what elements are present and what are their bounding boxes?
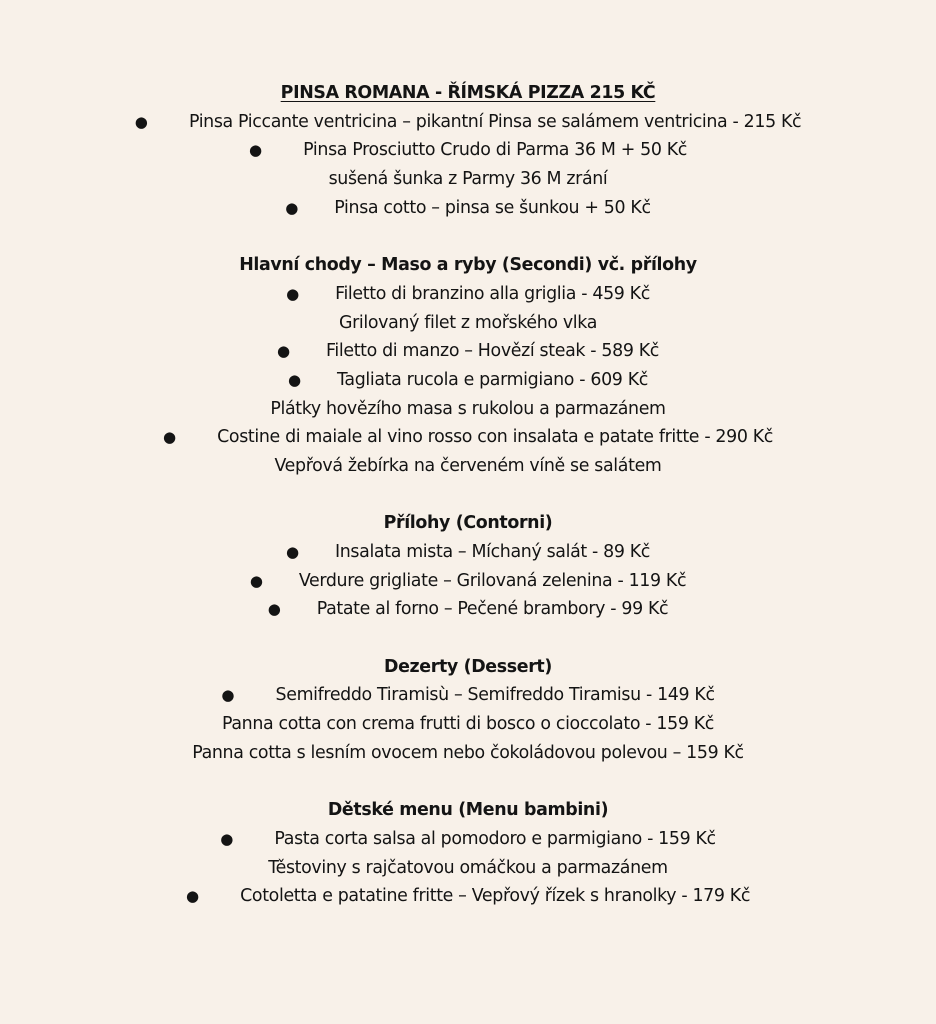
menu-item-text: Pinsa cotto – pinsa se šunkou + 50 Kč: [334, 197, 651, 218]
menu-item-verdure: [0, 567, 936, 596]
section-spacer: [0, 768, 936, 797]
menu-item-filetto-manzo: [0, 337, 936, 366]
menu-item-text: Filetto di branzino alla griglia - 459 Kč: [335, 283, 650, 304]
menu-item-text: Pinsa Prosciutto Crudo di Parma 36 M + 50 Kč: [303, 140, 688, 161]
menu-item-text: Semifreddo Tiramisù – Semifreddo Tiramisu - 149 Kč: [275, 685, 715, 706]
menu-item-description: Vepřová žebírka na červeném víně se salátem: [274, 455, 662, 476]
bullet-icon: ●: [185, 887, 199, 906]
menu-item-text: Tagliata rucola e parmigiano - 609 Kč: [337, 369, 648, 390]
menu-item-text: Patate al forno – Pečené brambory - 99 Kč: [316, 599, 669, 620]
menu-item-description: Těstoviny s rajčatovou omáčkou a parmazánem: [268, 857, 668, 878]
section-heading-sides: Přílohy (Contorni): [383, 513, 553, 534]
menu-item-semifreddo: [0, 681, 936, 710]
menu-item-description: Grilovaný filet z mořského vlka: [338, 312, 598, 333]
bullet-icon: ●: [288, 370, 301, 389]
section-spacer: [0, 481, 936, 510]
menu-document: [0, 79, 936, 911]
section-heading-mains: Hlavní chody – Maso a ryby (Secondi) vč. přílohy: [239, 255, 697, 276]
menu-item-branzino: [0, 280, 936, 309]
bullet-icon: ●: [267, 600, 281, 619]
bullet-icon: ●: [134, 112, 148, 131]
menu-item-text: Verdure grigliate – Grilovaná zelenina - 119 Kč: [298, 570, 687, 591]
menu-item-description: sušená šunka z Parmy 36 M zrání: [328, 169, 608, 190]
menu-item-text: Insalata mista – Míchaný salát - 89 Kč: [334, 542, 651, 562]
section-heading-pinsa: PINSA ROMANA - ŘÍMSKÁ PIZZA 215 KČ: [280, 83, 656, 103]
bullet-icon: ●: [277, 342, 290, 361]
menu-item-description: Plátky hovězího masa s rukolou a parmazánem: [270, 398, 666, 419]
menu-item-text: Costine di maiale al vino rosso con insalata e patate fritte - 290 Kč: [217, 427, 774, 448]
bullet-icon: ●: [285, 198, 299, 217]
bullet-icon: ●: [249, 571, 263, 590]
menu-item-pinsa-cotto: [0, 194, 936, 223]
menu-item-cotoletta: [0, 882, 936, 911]
menu-item-insalata: [0, 538, 936, 567]
menu-item-tagliata: [0, 366, 936, 395]
section-spacer: [0, 624, 936, 653]
menu-item-panna-cotta-it: Panna cotta con crema frutti di bosco o cioccolato - 159 Kč: [222, 714, 714, 735]
menu-item-patate: [0, 595, 936, 624]
bullet-icon: ●: [285, 543, 299, 561]
menu-item-text: Cotoletta e patatine fritte – Vepřový řízek s hranolky - 179 Kč: [240, 886, 751, 907]
menu-item-panna-cotta-cz: Panna cotta s lesním ovocem nebo čokoládovou polevou – 159 Kč: [192, 742, 744, 763]
section-heading-kids: Dětské menu (Menu bambini): [327, 800, 609, 821]
bullet-icon: ●: [220, 829, 233, 848]
section-spacer: [0, 222, 936, 251]
menu-item-text: Filetto di manzo – Hovězí steak - 589 Kč: [326, 341, 659, 362]
menu-item-costine: [0, 423, 936, 452]
menu-item-pinsa-piccante: [0, 108, 936, 137]
bullet-icon: ●: [162, 428, 176, 447]
menu-item-pinsa-prosciutto: [0, 136, 936, 165]
bullet-icon: ●: [221, 686, 235, 705]
bullet-icon: ●: [248, 141, 262, 160]
menu-item-pasta-corta: [0, 825, 936, 854]
bullet-icon: ●: [286, 284, 299, 303]
section-heading-desserts: Dezerty (Dessert): [384, 656, 552, 677]
menu-item-text: Pasta corta salsa al pomodoro e parmigiano - 159 Kč: [274, 828, 716, 849]
menu-item-text: Pinsa Piccante ventricina – pikantní Pinsa se salámem ventricina - 215 Kč: [188, 111, 802, 132]
